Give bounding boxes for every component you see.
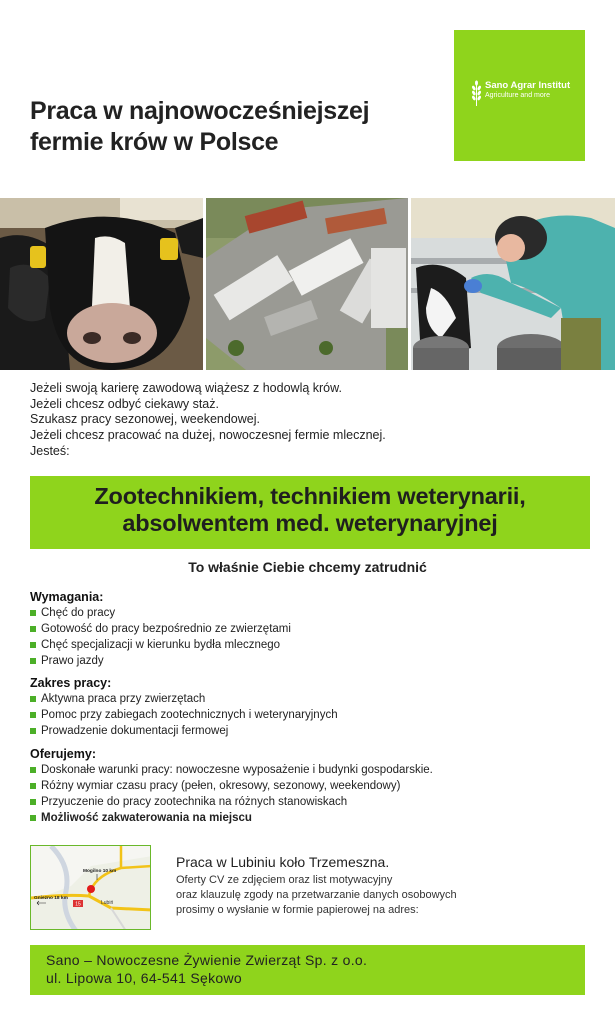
location-pin-icon: [87, 885, 95, 893]
page-title: [30, 96, 430, 158]
intro-line: Jeżeli chcesz pracować na dużej, nowoczesnej fermie mlecznej.: [30, 427, 386, 442]
target-roles-banner: [30, 476, 590, 549]
company-name: Sano – Nowoczesne Żywienie Zwierząt Sp. z o.o.: [46, 952, 368, 968]
requirements-title: Wymagania:: [30, 590, 104, 604]
address-box: [30, 945, 585, 995]
list-item: Pomoc przy zabiegach zootechnicznych i weterynaryjnych: [30, 707, 590, 723]
photo-strip: [0, 198, 615, 370]
list-item: Chęć do pracy: [30, 605, 590, 621]
wheat-icon: [470, 80, 483, 106]
list-item: Przyuczenie do pracy zootechnika na różnych stanowiskach: [30, 794, 590, 810]
contact-title: Praca w Lubiniu koło Trzemeszna.: [176, 854, 390, 870]
contact-line: prosimy o wysłanie w formie papierowej na adres:: [176, 904, 419, 916]
scope-section: [30, 675, 590, 739]
intro-question: Jesteś:: [30, 444, 70, 459]
list-item: Prawo jazdy: [30, 653, 590, 669]
bullet-icon: [30, 610, 36, 616]
headline-line-2: fermie krów w Polsce: [30, 128, 279, 156]
contact-line: oraz klauzulę zgody na przetwarzanie danych osobowych: [176, 889, 457, 901]
list-item: Różny wymiar czasu pracy (pełen, okresowy, sezonowy, weekendowy): [30, 778, 590, 794]
intro-line: Szukasz pracy sezonowej, weekendowej.: [30, 412, 260, 427]
bullet-icon: [30, 712, 36, 718]
farm-aerial-photo: [206, 198, 408, 370]
logo-name: Sano Agrar Institut: [485, 80, 571, 91]
map-label-lubin: Lubiń: [101, 900, 114, 906]
offer-title: Oferujemy:: [30, 747, 96, 761]
banner-line-1: Zootechnikiem, technikiem weterynarii,: [94, 483, 526, 509]
company-logo: [454, 30, 585, 161]
list-item: Doskonałe warunki pracy: nowoczesne wyposażenie i budynki gospodarskie.: [30, 762, 590, 778]
hire-heading: To właśnie Ciebie chcemy zatrudnić: [188, 559, 427, 575]
banner-line-2: absolwentem med. weterynaryjnej: [122, 510, 498, 536]
bullet-icon: [30, 696, 36, 702]
vet-with-calf-photo: [411, 198, 615, 370]
contact-section: [176, 853, 586, 918]
offer-section: [30, 746, 590, 826]
intro-line: Jeżeli chcesz odbyć ciekawy staż.: [30, 396, 219, 411]
intro-line: Jeżeli swoją karierę zawodową wiążesz z hodowlą krów.: [30, 381, 342, 395]
intro-text: [30, 381, 386, 460]
contact-text: [176, 873, 586, 918]
bullet-icon: [30, 815, 36, 821]
list-item: Prowadzenie dokumentacji fermowej: [30, 723, 590, 739]
list-item: Gotowość do pracy bezpośrednio ze zwierzętami: [30, 621, 590, 637]
location-map: [30, 845, 151, 930]
map-label-mogilno: Mogilno 10 km: [83, 869, 117, 874]
road-number: 15: [75, 901, 81, 908]
company-address: ul. Lipowa 10, 64-541 Sękowo: [46, 970, 242, 986]
bullet-icon: [30, 658, 36, 664]
list-item: Aktywna praca przy zwierzętach: [30, 691, 590, 707]
bullet-icon: [30, 626, 36, 632]
map-label-gniezno: Gniezno 18 km: [34, 896, 68, 901]
contact-line: Oferty CV ze zdjęciem oraz list motywacyjny: [176, 874, 393, 886]
bullet-icon: [30, 799, 36, 805]
requirements-section: [30, 589, 590, 669]
logo-tagline: Agriculture and more: [485, 92, 550, 99]
list-item: Możliwość zakwaterowania na miejscu: [30, 810, 590, 826]
cows-photo: [0, 198, 203, 370]
list-item: Chęć specjalizacji w kierunku bydła mlecznego: [30, 637, 590, 653]
bullet-icon: [30, 783, 36, 789]
bullet-icon: [30, 767, 36, 773]
scope-title: Zakres pracy:: [30, 676, 112, 690]
bullet-icon: [30, 728, 36, 734]
bullet-icon: [30, 642, 36, 648]
headline-line-1: Praca w najnowocześniejszej: [30, 97, 370, 125]
